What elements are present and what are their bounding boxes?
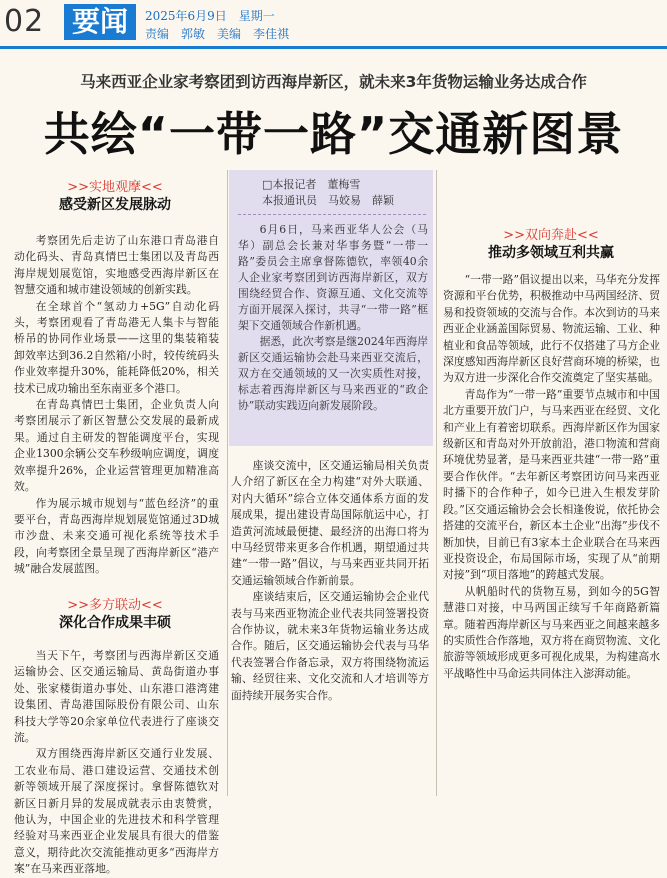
column-divider-left [227, 170, 228, 796]
section-3-tag: >>双向奔赴<< [503, 228, 599, 243]
paragraph: 在青岛真情巴士集团，企业负责人向考察团展示了新区智慧公交发展的最新成果。通过自主研发的智能调度平台，实现企业1300余辆公交车秒级响应调度，调度效率提升26%，企业运营管理更加精准高效。 [14, 398, 219, 494]
paragraph: 考察团先后走访了山东港口青岛港自动化码头、青岛真情巴士集团以及青岛西海岸规划展览馆，实地感受西海岸新区在智慧交通和城市建设领域的创新实践。 [14, 234, 219, 297]
article-title: 共绘“一带一路”交通新图景 [43, 107, 624, 161]
paragraph: 从帆船时代的货物互易，到如今的5G智慧港口对接，中马两国正续写千年商路新篇章。随着西海岸新区与马来西亚之间越来越多的实质性合作落地，双方将在商贸物流、文化旅游等领域形成更多可视化成果，为构建高水平战略性中马命运共同体注入澎湃动能。 [443, 584, 660, 680]
paragraph: “一带一路”倡议提出以来，马华充分发挥资源和平台优势，积极推动中马两国经济、贸易和投资领域的交流与合作。本次到访的马来西亚企业涵盖国际贸易、物流运输、工业、种植业和食品等领域，此行不仅搭建了马方企业深度感知西海岸新区良好营商环境的桥梁，也为双方进一步深化合作交流奠定了坚实基础。 [443, 273, 660, 385]
section-3-heading: 推动多领域互利共赢 [488, 245, 614, 261]
paragraph: 座谈结束后，区交通运输协会企业代表与马来西亚物流企业代表共同签署投资合作协议，就未来3年货物运输业务达成合作。随后，区交通运输协会代表与马华代表签署合作备忘录，双方将围绕物流运输、经贸往来、文化交流和人才培训等方面持续开展务实合作。 [231, 590, 429, 702]
paragraph: 在全球首个“氢动力+5G”自动化码头，考察团观看了青岛港无人集卡与智能桥吊的协同作业场景——这里的集装箱装卸效率达到36.2自然箱/小时，较传统码头作业效率提升30%，能耗降低20%，相关技术已成功输出至东南亚多个港口。 [14, 299, 219, 395]
reporter-line: □本报记者 董梅雪 [262, 178, 361, 191]
section-2-tag: >>多方联动<< [67, 598, 163, 613]
paragraph: 作为展示城市规划与“蓝色经济”的重要平台，青岛西海岸规划展览馆通过3D城市沙盘、未来交通可视化系统等技术手段，向考察团全景呈现了西海岸新区“港产城”融合发展蓝图。 [14, 496, 219, 576]
byline [262, 177, 394, 209]
paragraph: 据悉，此次考察是继2024年西海岸新区交通运输协会赴马来西亚交流后，双方在交通领域的又一次实质性对接，标志着西海岸新区与马来西亚的“政企协”联动实践迈向新发展阶段。 [238, 335, 428, 412]
paragraph: 青岛作为“一带一路”重要节点城市和中国北方重要开放门户，与马来西亚在经贸、文化和产业上有着密切联系。西海岸新区作为国家级新区和青岛对外开放前沿，港口物流和营商环境优势显著，是马来西亚共建“一带一路”重要合作伙伴。“去年新区考察团访问马来西亚时播下的合作种子，如今已进入生根发芽阶段。”区交通运输协会会长相逢俊说，依托协会搭建的交流平台，新区本土企业“出海”步伐不断加快，目前已有3家本土企业联合在马来西亚投资设企，布局国际市场，实现了从“前期对接”到“项目落地”的跨越式发展。 [443, 387, 660, 582]
paragraph: 6月6日，马来西亚华人公会（马华）副总会长兼对华事务暨“一带一路”委员会主席拿督陈德钦，率领40余人企业家考察团到访西海岸新区，双方围绕经贸合作、资源互通、文化交流等方面开展深入探讨，共寻“一带一路”框架下交通领域合作新机遇。 [238, 223, 428, 332]
paragraph: 座谈交流中，区交通运输局相关负责人介绍了新区在全力构建“对外大联通、对内大循环”综合立体交通体系方面的发展成果，提出建设青岛国际航运中心，打造黄河流域最便捷、最经济的出海口将为中马经贸带来更多合作机遇，期望通过共建“一带一路”倡议，与马来西亚共同开拓交通运输领域合作新前景。 [231, 459, 429, 587]
section-2-heading: 深化合作成果丰硕 [59, 615, 171, 631]
section-1-tag: >>实地观摩<< [67, 180, 163, 195]
lead-text [238, 222, 428, 414]
correspondent-line: 本报通讯员 马姣易 薛颖 [262, 194, 394, 207]
section-2-body-part1 [14, 648, 219, 878]
header-rule [0, 46, 667, 49]
paragraph: 当天下午，考察团与西海岸新区交通运输协会、区交通运输局、黄岛街道办事处、张家楼街道办事处、山东港口港湾建设集团、青岛港国际股份有限公司、山东科技大学等20余家单位代表进行了座谈交流。 [14, 649, 219, 745]
column-divider-right [436, 170, 437, 796]
page-number: 02 [4, 4, 45, 39]
editors-line: 责编 郭敏 美编 李佳祺 [145, 27, 290, 41]
section-1-heading: 感受新区发展脉动 [59, 197, 171, 213]
issue-date: 2025年6月9日 星期一 [145, 9, 275, 23]
section-3-body [443, 272, 660, 682]
section-title: 要闻 [64, 4, 136, 40]
article-subtitle: 马来西亚企业家考察团到访西海岸新区，就未来3年货物运输业务达成合作 [80, 73, 587, 91]
section-2-body-part2 [231, 458, 429, 704]
paragraph: 双方围绕西海岸新区交通行业发展、工农业布局、港口建设运营、交通技术创新等领域开展了深度探讨。拿督陈德钦对新区日新月异的发展成就表示由衷赞赏，他认为，中国企业的先进技术和科学管理经验对马来西亚企业发展具有很大的借鉴意义，期待此次交流能推动更多“西海岸方案”在马来西亚落地。 [14, 747, 219, 876]
lead-box-divider [238, 214, 426, 215]
section-1-body [14, 233, 219, 578]
